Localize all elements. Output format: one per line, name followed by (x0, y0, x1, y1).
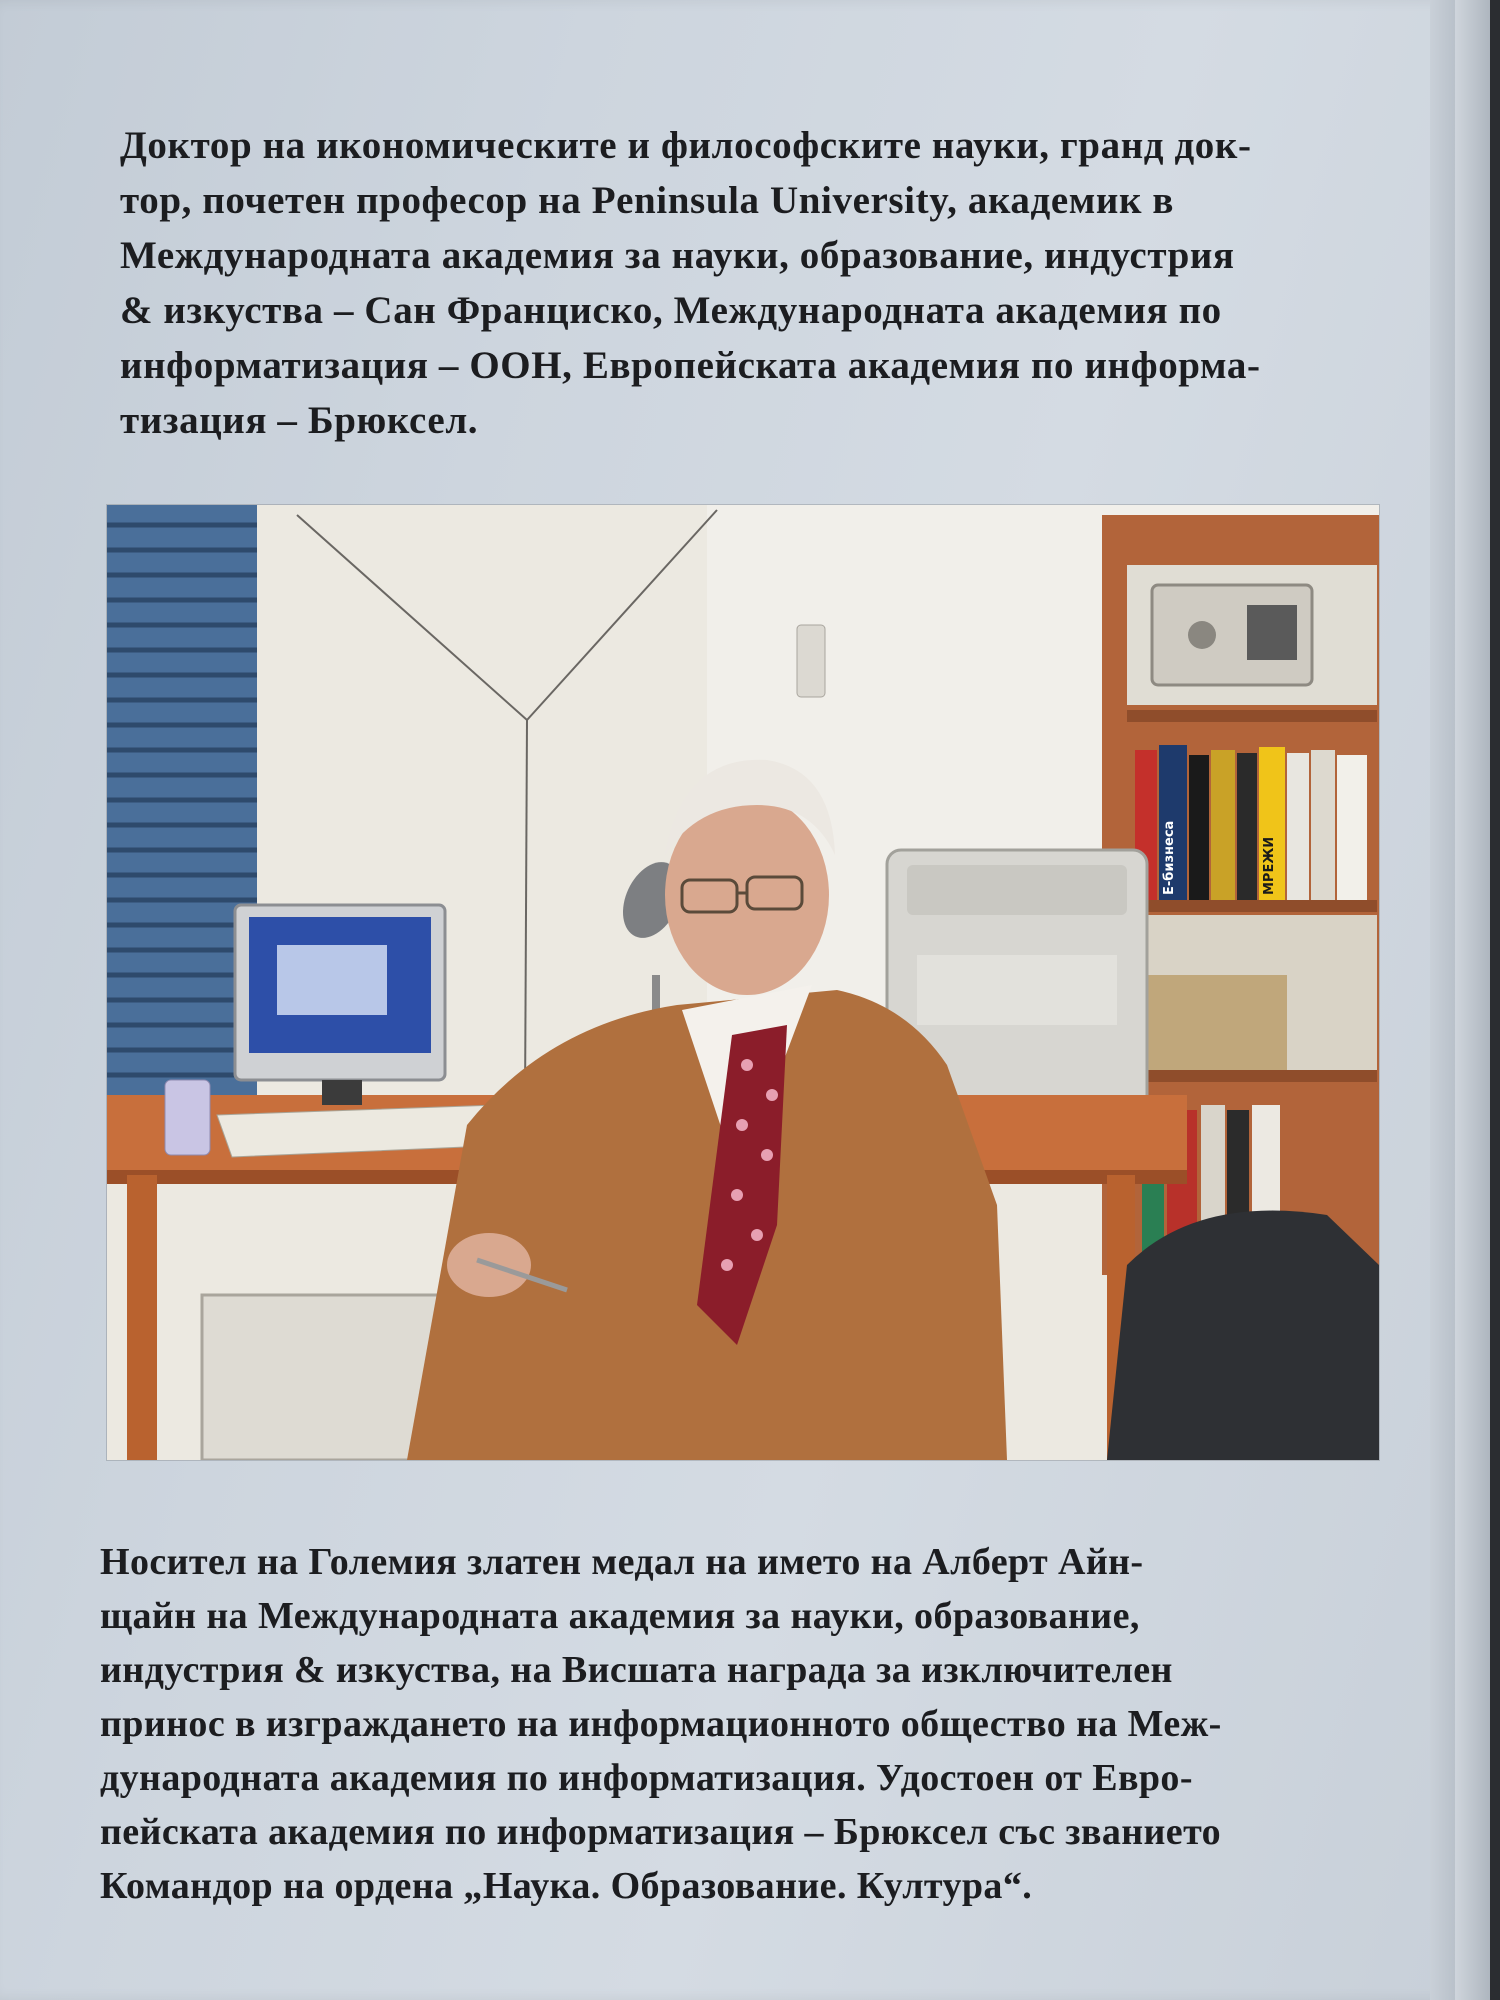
office-scene-illustration (107, 505, 1379, 1460)
bottom-paragraph-line: дународната академия по информатизация. Удостоен от Евро- (100, 1757, 1193, 1799)
bottom-paragraph-line: щайн на Международната академия за науки, образование, (100, 1595, 1140, 1637)
top-paragraph (120, 118, 1395, 448)
bottom-paragraph-line: индустрия & изкуства, на Висшата награда за изключителен (100, 1649, 1173, 1691)
bottom-paragraph-line: Носител на Големия златен медал на името на Алберт Айн- (100, 1541, 1144, 1583)
book-spine-label: E-бизнеса (1162, 820, 1177, 895)
top-paragraph-line: & изкуства – Сан Франциско, Международната академия по (120, 289, 1222, 332)
top-paragraph-line: Международната академия за науки, образование, индустрия (120, 234, 1235, 277)
bottom-paragraph-line: принос в изграждането на информационното общество на Меж- (100, 1703, 1222, 1745)
cover-edge (1430, 0, 1455, 2000)
portrait-photo (107, 505, 1379, 1460)
top-paragraph-line: тор, почетен професор на Peninsula University, академик в (120, 179, 1175, 222)
back-page-edge (1455, 0, 1490, 2000)
top-paragraph-line: Доктор на икономическите и философските науки, гранд док- (120, 124, 1252, 167)
top-paragraph-line: тизация – Брюксел. (120, 399, 479, 442)
bottom-paragraph-line: Командор на ордена „Наука. Образование. Култура“. (100, 1865, 1033, 1907)
bottom-paragraph (100, 1535, 1395, 1913)
bottom-paragraph-line: пейската академия по информатизация – Брюксел със званието (100, 1811, 1222, 1853)
book-spine-label: МРЕЖИ (1262, 836, 1277, 895)
top-paragraph-line: информатизация – ООН, Европейската академия по информа- (120, 344, 1261, 387)
